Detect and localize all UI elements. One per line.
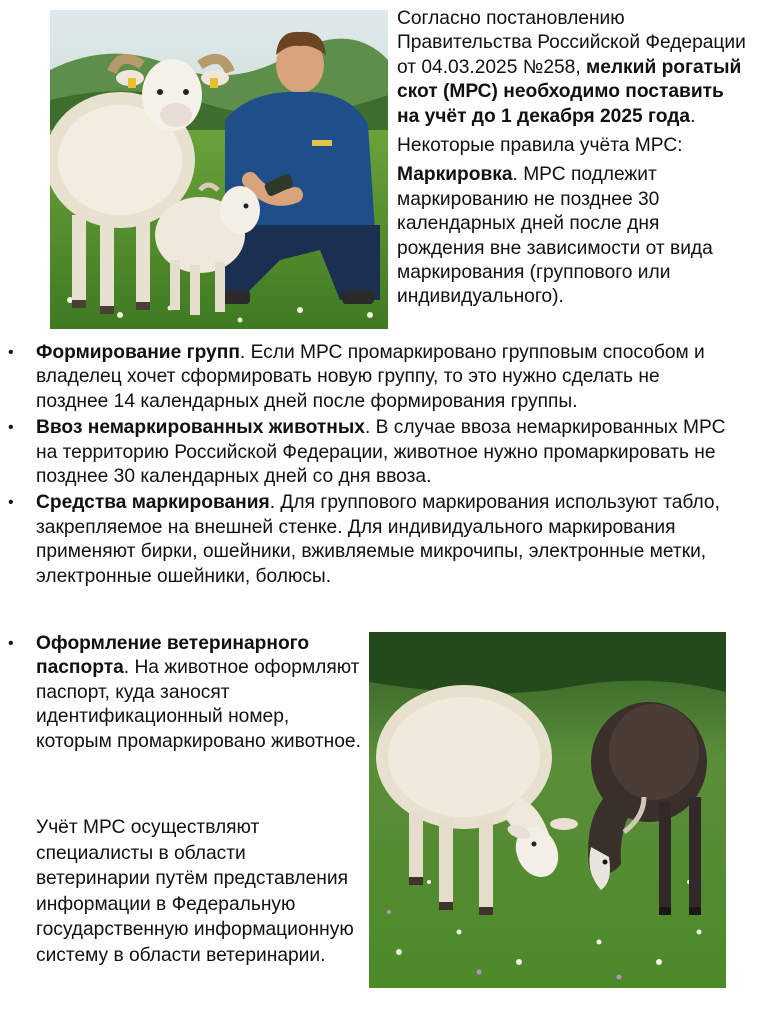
rule-item [36, 416, 736, 489]
intro-end: . [690, 105, 696, 127]
rule-title: Оформление ветеринарного паспорта [36, 633, 310, 679]
rule-item [36, 491, 736, 589]
rule-title: Средства маркирования [36, 492, 270, 514]
marking-paragraph [397, 163, 747, 309]
intro-text: Согласно постановлению Правительства Российской Федерации от 04.03.2025 №258, [397, 8, 746, 78]
rule-title: Формирование групп [36, 342, 240, 363]
intro-deadline: мелкий рогатый скот (МРС) необходимо поставить на учёт до 1 декабря 2025 года [397, 56, 742, 127]
marking-title: Маркировка [397, 164, 513, 186]
photo-sheep-and-goat [369, 632, 726, 988]
footer-paragraph: Учёт МРС осуществляют специалисты в области ветеринарии путём представления информации в Федеральную государственную информационную систему в области ветеринарии. [36, 817, 354, 966]
rule-text: . Для группового маркирования используют табло, закрепляемое на внешней стенке. Для индивидуального маркирования применяют бирки, ошейники, вживляемые микрочипы, электронные метки, электронные ошейники, болюсы. [36, 492, 720, 587]
marking-text: . МРС подлежит маркированию не позднее 30 календарных дней после дня рождения вне зависимости от вида маркирования (группового или индивидуального). [397, 164, 713, 308]
rule-text: . На животное оформляют паспорт, куда заносят идентификационный номер, которым промаркировано животное. [36, 657, 361, 752]
photo-man-with-sheep [50, 10, 388, 329]
rule-item [36, 341, 736, 414]
rules-heading: Некоторые правила учёта МРС: [397, 135, 683, 157]
rules-list [36, 341, 736, 589]
intro-block [397, 7, 747, 310]
rules-list-continued [36, 632, 361, 754]
rule-text: . Если МРС промаркировано групповым способом и владелец хочет сформировать новую группу, то это нужно сделать не позднее 14 календарных дней после формирования группы. [36, 342, 705, 412]
intro-paragraph [397, 7, 747, 129]
rule-item [36, 632, 361, 754]
rule-title: Ввоз немаркированных животных [36, 417, 365, 439]
rule-text: . В случае ввоза немаркированных МРС на территорию Российской Федерации, животное нужно промаркировать не позднее 30 календарных дней со дня ввоза. [36, 417, 726, 488]
